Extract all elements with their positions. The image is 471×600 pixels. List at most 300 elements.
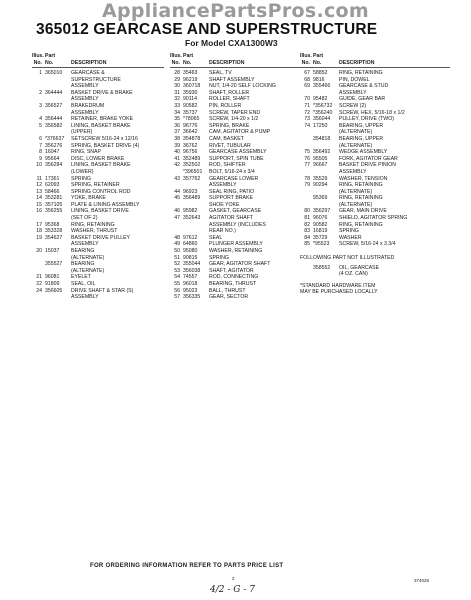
illus-number: 6 xyxy=(39,135,42,142)
description: SHAFT, AGITATOR xyxy=(209,267,254,274)
description: PIN, DOWEL xyxy=(339,76,370,83)
part-row xyxy=(32,83,164,90)
description: BEARING, THRUST xyxy=(209,281,257,287)
description: LINING, BASKET BRAKE xyxy=(71,162,131,169)
part-header: No. xyxy=(313,60,322,66)
illus-number: 3 xyxy=(39,102,42,109)
illus-number: 30 xyxy=(174,83,180,90)
part-row xyxy=(300,96,450,103)
part-row xyxy=(170,248,300,255)
part-row xyxy=(170,228,300,235)
illus-number: 1 xyxy=(39,70,42,76)
part-number: 90114 xyxy=(183,96,198,103)
illus-number xyxy=(32,215,45,222)
illus-number: 21 xyxy=(36,274,42,281)
part-number: 91809 xyxy=(45,281,60,287)
description: SHIELD, AGITATOR SPRING xyxy=(339,215,408,222)
description: SCREW, HEX, 5/16-18 x 1/2 xyxy=(339,109,405,116)
illus-number: 56 xyxy=(174,287,180,294)
description: ASSEMBLY (INCLUDES xyxy=(209,221,266,228)
part-row xyxy=(32,149,164,156)
part-number: 95482 xyxy=(313,96,328,103)
part-number xyxy=(183,202,209,209)
illus-number: 2 xyxy=(39,89,42,96)
part-row xyxy=(32,268,164,275)
part-number: 96081 xyxy=(45,274,60,281)
part-number: 356335 xyxy=(183,294,201,301)
illus-number xyxy=(32,77,45,84)
parts-list xyxy=(32,70,164,301)
illus-number: 78 xyxy=(304,175,310,182)
part-number: 356444 xyxy=(45,116,63,123)
description: BASKET DRIVE PULLEY xyxy=(71,234,131,241)
description-header: DESCRIPTION xyxy=(209,60,245,66)
illus-number xyxy=(32,96,45,103)
part-row xyxy=(32,208,164,215)
description: GASKET, GEARCASE xyxy=(209,208,262,215)
part-row xyxy=(300,70,450,77)
part-row xyxy=(170,195,300,202)
part-row xyxy=(170,281,300,288)
illus-number xyxy=(170,202,183,209)
part-number: 356284 xyxy=(45,162,63,169)
description: GEARCASE LOWER xyxy=(209,175,259,182)
part-number xyxy=(45,77,71,84)
description: SUPPORT BRAKE xyxy=(209,195,253,202)
illus-number: 32 xyxy=(174,96,180,103)
part-row xyxy=(32,222,164,229)
part-row xyxy=(32,189,164,196)
part-number: 357105 xyxy=(45,201,63,208)
part-number: 35463 xyxy=(183,70,198,76)
illus-number xyxy=(170,169,183,176)
part-row xyxy=(32,129,164,136)
description: ROD, SHIFTER xyxy=(209,162,246,169)
description: WEDGE ASSEMBLY xyxy=(339,149,388,156)
part-row xyxy=(170,90,300,97)
part-number: 17361 xyxy=(45,175,60,182)
standard-hardware-note: *STANDARD HARDWARE ITEM xyxy=(300,282,376,289)
description: ASSEMBLY xyxy=(71,294,99,301)
illus-number: 16 xyxy=(36,208,42,215)
part-row xyxy=(32,255,164,262)
part-number xyxy=(45,169,71,176)
description: SHAFT, ROLLER xyxy=(209,89,250,96)
part-row xyxy=(170,274,300,281)
column-header xyxy=(170,60,300,68)
illus-number xyxy=(32,261,45,268)
description: (UPPER) xyxy=(71,129,93,136)
part-row xyxy=(170,294,300,301)
illus-number: 79 xyxy=(304,182,310,189)
part-row xyxy=(300,202,450,209)
part-row xyxy=(300,83,450,90)
illus-number xyxy=(32,294,45,301)
description: REAR NO.) xyxy=(209,228,236,235)
part-number: 356492 xyxy=(313,149,331,156)
part-number xyxy=(313,143,339,150)
description: LINING, BASKET DRIVE xyxy=(71,208,129,215)
illus-number: 51 xyxy=(174,254,180,261)
part-number: 35529 xyxy=(313,175,328,182)
illus-header-top: Illus. xyxy=(170,53,182,59)
parts-column-3 xyxy=(300,53,450,296)
part-row xyxy=(300,176,450,183)
description: GEARCASE & STUD xyxy=(339,83,389,90)
description: ASSEMBLY xyxy=(71,241,99,248)
description: SPRING, RETAINER xyxy=(71,182,120,189)
part-number xyxy=(313,202,339,209)
description: (ALTERNATE) xyxy=(71,254,105,261)
part-number: 35930 xyxy=(183,89,198,96)
part-number: 356044 xyxy=(313,116,331,123)
description: GEARCASE ASSEMBLY xyxy=(209,149,267,156)
illus-number: 34 xyxy=(174,109,180,116)
part-number: 95023 xyxy=(183,287,198,294)
part-row xyxy=(32,136,164,143)
part-row xyxy=(32,96,164,103)
part-number xyxy=(183,228,209,235)
part-number: 364444 xyxy=(45,89,63,96)
illus-number: 14 xyxy=(36,195,42,202)
part-number: 355527 xyxy=(45,261,63,268)
part-number: 95664 xyxy=(45,155,60,162)
description: BEARING, UPPER xyxy=(339,122,384,129)
part-number: 35737 xyxy=(183,109,198,116)
description: SHOE YOKE xyxy=(209,201,240,208)
description: SUPPORT, SPIN TUBE xyxy=(209,155,264,162)
illus-number: 12 xyxy=(36,182,42,189)
description: SCREW, 1/4-20 x 1/2 xyxy=(209,116,259,123)
illus-number xyxy=(32,241,45,248)
description: GEAR, MAIN DRIVE xyxy=(339,208,387,215)
description: CAM, AGITATOR & PUMP xyxy=(209,129,271,136)
description-header: DESCRIPTION xyxy=(71,60,107,66)
part-row xyxy=(32,143,164,150)
part-number xyxy=(313,189,339,196)
illus-number: 49 xyxy=(174,241,180,248)
part-number: *376637 xyxy=(45,135,65,142)
illus-header: No. xyxy=(301,60,310,66)
description: RING, RETAINING xyxy=(339,195,383,202)
illus-number: 18 xyxy=(36,228,42,235)
illus-number: 31 xyxy=(174,89,180,96)
description: WASHER, THRUST xyxy=(71,228,118,235)
illus-header: No. xyxy=(171,60,180,66)
description: RING, RETAINING xyxy=(339,70,383,76)
part-row xyxy=(32,103,164,110)
part-row xyxy=(170,162,300,169)
description: RING, SNAP xyxy=(71,149,101,156)
illus-number: 83 xyxy=(304,228,310,235)
illus-number xyxy=(300,129,313,136)
part-row xyxy=(32,294,164,301)
part-number: 62093 xyxy=(45,182,60,189)
illus-number: 29 xyxy=(174,76,180,83)
part-row xyxy=(170,288,300,295)
part-number: 74557 xyxy=(183,274,198,281)
part-row xyxy=(300,235,450,242)
part-row xyxy=(300,156,450,163)
part-number: 96076 xyxy=(313,215,328,222)
part-number: 95368 xyxy=(45,221,60,228)
description: (ALTERNATE) xyxy=(339,201,373,208)
illus-number: 13 xyxy=(36,188,42,195)
part-number xyxy=(183,182,209,189)
illus-number: 33 xyxy=(174,102,180,109)
description: ASSEMBLY xyxy=(339,89,367,96)
description: (ALTERNATE) xyxy=(71,267,105,274)
illus-number: 17 xyxy=(36,221,42,228)
illus-number: 55 xyxy=(174,281,180,287)
description: SCREW, 5/16-24 x 3 3/4 xyxy=(339,241,396,248)
part-number: 360718 xyxy=(183,83,201,90)
description: SUPERSTRUCTURE xyxy=(71,76,121,83)
part-number: 365010 xyxy=(45,70,63,76)
illus-number: 71 xyxy=(304,102,310,109)
description: GEAR, SECTOR xyxy=(209,294,249,301)
part-row xyxy=(170,149,300,156)
illus-number: 48 xyxy=(174,234,180,241)
illus-number: 8 xyxy=(39,149,42,156)
description: ROD, CONNECTING xyxy=(209,274,259,281)
description-header: DESCRIPTION xyxy=(339,60,375,66)
part-number xyxy=(45,129,71,136)
parts-list xyxy=(300,70,450,248)
part-number: 96923 xyxy=(183,188,198,195)
part-number xyxy=(45,83,71,90)
part-number: 356527 xyxy=(45,102,63,109)
part-number: 352502 xyxy=(183,162,201,169)
not-illustrated-heading: FOLLOWING PART NOT ILLUSTRATED xyxy=(300,255,395,262)
part-row xyxy=(300,182,450,189)
part-number: 95982 xyxy=(183,208,198,215)
not-illustrated-row xyxy=(300,265,450,272)
description: PIN, ROLLER xyxy=(209,102,242,109)
illus-number: 35 xyxy=(174,116,180,123)
part-row xyxy=(32,261,164,268)
part-number: *78065 xyxy=(183,116,200,123)
part-number: 95369 xyxy=(313,195,328,202)
description: BEARING xyxy=(71,248,95,255)
illus-number xyxy=(170,222,183,229)
part-row xyxy=(32,248,164,255)
handwritten-code: 4/2 - G - 7 xyxy=(210,585,255,595)
part-number: 352489 xyxy=(183,155,201,162)
part-row xyxy=(300,149,450,156)
description: RING, RETAINING xyxy=(339,221,383,228)
part-row xyxy=(32,202,164,209)
part-row xyxy=(32,123,164,130)
part-row xyxy=(300,90,450,97)
part-row xyxy=(170,208,300,215)
part-number: 96776 xyxy=(183,122,198,129)
column-header-top xyxy=(300,53,450,60)
illus-number: 85 xyxy=(304,241,310,248)
part-row xyxy=(300,129,450,136)
part-row xyxy=(300,189,450,196)
illus-number xyxy=(300,195,313,202)
part-row xyxy=(170,189,300,196)
illus-number: 72 xyxy=(304,109,310,116)
part-number: 36762 xyxy=(183,142,198,149)
description: EYELET xyxy=(71,274,91,281)
description: WASHER xyxy=(339,234,362,241)
part-row xyxy=(32,116,164,123)
description: AGITATOR SHAFT xyxy=(209,215,254,222)
part-number: *356732 xyxy=(313,102,333,109)
column-header-top xyxy=(170,53,300,60)
watermark: AppliancePartsPros.com xyxy=(101,0,369,22)
illus-number: 19 xyxy=(36,234,42,241)
part-number: 58852 xyxy=(313,70,328,76)
description: SCREW, TAPER END xyxy=(209,109,261,116)
illus-number: 37 xyxy=(174,129,180,136)
part-number: *396501 xyxy=(183,168,203,175)
part-row xyxy=(300,222,450,229)
part-number: 95505 xyxy=(313,155,328,162)
part-number: 96756 xyxy=(183,149,198,156)
column-header xyxy=(32,60,164,68)
part-row xyxy=(300,103,450,110)
ordering-info-footer: FOR ORDERING INFORMATION REFER TO PARTS PRICE LIST xyxy=(90,563,284,569)
part-number: 358552 xyxy=(313,264,331,271)
description: SPRING xyxy=(339,228,359,235)
part-row xyxy=(32,176,164,183)
description: ASSEMBLY xyxy=(71,96,99,103)
part-row xyxy=(170,241,300,248)
part-number xyxy=(45,110,71,117)
description: RIVET, TUBULAR xyxy=(209,142,251,149)
part-row xyxy=(32,281,164,288)
part-number: 90582 xyxy=(313,221,328,228)
part-row xyxy=(170,110,300,117)
document-code: 374026 xyxy=(414,578,430,583)
illus-number: 44 xyxy=(174,188,180,195)
part-number xyxy=(45,255,71,262)
part-number: 356255 xyxy=(45,208,63,215)
illus-number: 43 xyxy=(174,175,180,182)
part-number: 356038 xyxy=(183,267,201,274)
description: WASHER, TENSION xyxy=(339,175,388,182)
illus-number: 11 xyxy=(36,175,42,182)
description: (ALTERNATE) xyxy=(339,129,373,136)
part-header: No. xyxy=(183,60,192,66)
description: CAM, BASKET xyxy=(209,135,244,142)
parts-list xyxy=(170,70,300,301)
description: SPRING, BASKET DRIVE (4) xyxy=(71,142,140,149)
illus-number xyxy=(32,268,45,275)
illus-number xyxy=(32,110,45,117)
part-row xyxy=(170,156,300,163)
part-row xyxy=(300,215,450,222)
part-number: 17250 xyxy=(313,122,328,129)
description: BEARING, UPPER xyxy=(339,135,384,142)
description: (ALTERNATE) xyxy=(339,188,373,195)
illus-number xyxy=(300,143,313,150)
illus-number xyxy=(32,169,45,176)
description: SEAL, OIL xyxy=(71,281,96,287)
part-row xyxy=(32,70,164,77)
part-row xyxy=(300,77,450,84)
part-number: 15037 xyxy=(45,248,60,255)
part-row xyxy=(300,228,450,235)
part-number: 97612 xyxy=(183,234,198,241)
description: GUIDE, GEAR BAR xyxy=(339,96,386,103)
part-row xyxy=(170,96,300,103)
part-number xyxy=(45,215,71,222)
description: (4 OZ. CAN) xyxy=(339,271,368,278)
description: PLUNGER ASSEMBLY xyxy=(209,241,263,248)
part-row xyxy=(32,110,164,117)
illus-number: 70 xyxy=(304,96,310,103)
illus-number: 53 xyxy=(174,267,180,274)
illus-number: 10 xyxy=(36,162,42,169)
illus-number xyxy=(300,136,313,143)
part-number xyxy=(45,268,71,275)
description: SHAFT ASSEMBLY xyxy=(209,76,255,83)
description: ASSEMBLY xyxy=(339,168,367,175)
part-row xyxy=(170,202,300,209)
part-row xyxy=(170,182,300,189)
part-number: 354627 xyxy=(45,234,63,241)
illus-number: 40 xyxy=(174,149,180,156)
description: SPRING, BRAKE xyxy=(209,122,250,129)
description: BOLT, 5/16-24 x 3/4 xyxy=(209,168,255,175)
part-number: 353281 xyxy=(45,195,63,202)
column-header xyxy=(300,60,450,68)
part-number: 352643 xyxy=(183,215,201,222)
part-number: 355044 xyxy=(183,261,201,268)
part-number: 90582 xyxy=(183,102,198,109)
part-number: 64860 xyxy=(183,241,198,248)
part-number: 90815 xyxy=(183,254,198,261)
part-row xyxy=(170,136,300,143)
illus-number xyxy=(300,90,313,97)
illus-number: 76 xyxy=(304,155,310,162)
illus-number: 36 xyxy=(174,122,180,129)
illus-number xyxy=(300,169,313,176)
illus-number: 74 xyxy=(304,122,310,129)
description: NUT, 1/4-20 SELF LOCKING xyxy=(209,83,276,90)
part-number: 35729 xyxy=(313,234,328,241)
illus-number: 22 xyxy=(36,281,42,287)
description: ASSEMBLY xyxy=(71,109,99,116)
description: SPRING CONTROL ROD xyxy=(71,188,131,195)
illus-number: 38 xyxy=(174,135,180,142)
description: (SET OF 2) xyxy=(71,215,98,222)
illus-number xyxy=(32,255,45,262)
description: BASKET DRIVE PINION xyxy=(339,162,396,169)
illus-number: 82 xyxy=(304,221,310,228)
part-row xyxy=(32,77,164,84)
part-number: 353328 xyxy=(45,228,63,235)
page-title: 365012 GEARCASE AND SUPERSTRUCTURE xyxy=(36,21,378,38)
description: WASHER, RETAINING xyxy=(209,248,263,255)
illus-number: 45 xyxy=(174,195,180,202)
description: (ALTERNATE) xyxy=(339,142,373,149)
part-number xyxy=(183,222,209,229)
description: BALL, THRUST xyxy=(209,287,246,294)
part-row xyxy=(300,116,450,123)
illus-number xyxy=(32,83,45,90)
description: DRIVE SHAFT & STAR (S) xyxy=(71,287,134,294)
part-row xyxy=(300,110,450,117)
part-row xyxy=(170,222,300,229)
illus-number: 84 xyxy=(304,234,310,241)
part-row xyxy=(32,241,164,248)
illus-number: 81 xyxy=(304,215,310,222)
